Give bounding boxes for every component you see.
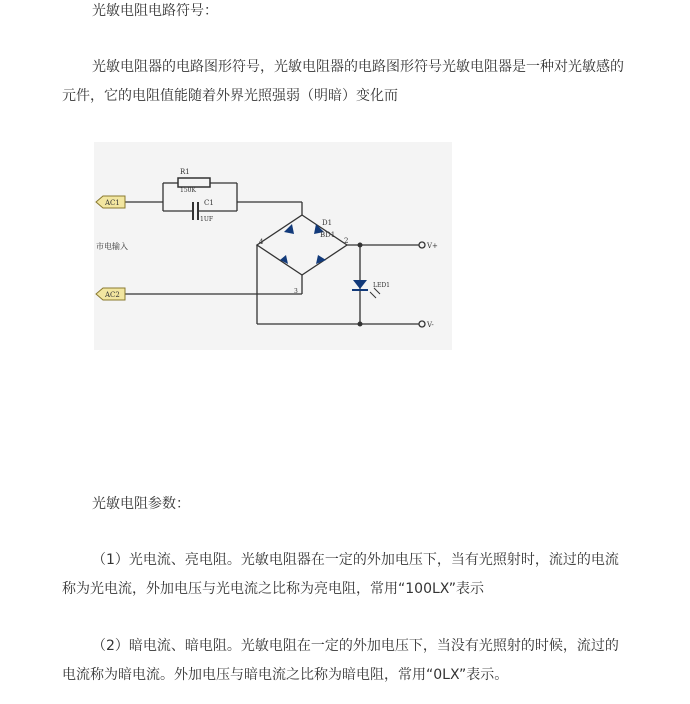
node-4-label: 4 xyxy=(259,238,264,246)
vminus-label: V- xyxy=(427,321,434,329)
heading-parameters: 光敏电阻参数： xyxy=(92,496,190,512)
param-light-current: （1）光电流、亮电阻。光敏电阻器在一定的外加电压下，当有光照射时，流过的电流称为光电流，外加电压与光电流之比称为亮电阻，常用“100LX”表示 xyxy=(62,552,619,597)
ac1-label: AC1 xyxy=(105,199,120,207)
param-dark-current: （2）暗电流、暗电阻。光敏电阻在一定的外加电压下，当没有光照射的时候，流过的电流称为暗电流。外加电压与暗电流之比称为暗电阻，常用“0LX”表示。 xyxy=(62,638,619,683)
heading-symbol: 光敏电阻电路符号： xyxy=(92,3,218,19)
node-2-label: 2 xyxy=(344,237,349,245)
circuit-diagram xyxy=(94,142,452,350)
vplus-label: V+ xyxy=(427,242,438,250)
led-label: LED1 xyxy=(373,282,390,289)
intro-paragraph: 光敏电阻器的电路图形符号，光敏电阻器的电路图形符号光敏电阻器是一种对光敏感的元件，它的电阻值能随着外界光照强弱（明暗）变化而 xyxy=(62,59,624,104)
c1-label: C1 xyxy=(204,199,214,207)
d1-label: D1 xyxy=(322,219,333,227)
mains-input-label: 市电输入 xyxy=(96,242,128,251)
ac2-label: AC2 xyxy=(105,291,120,299)
r1-label: R1 xyxy=(180,168,190,176)
c1-value: 1UF xyxy=(200,216,214,223)
bd1-label: BD1 xyxy=(320,231,336,239)
r1-value: 150K xyxy=(180,187,196,194)
node-3-label: 3 xyxy=(294,288,298,295)
